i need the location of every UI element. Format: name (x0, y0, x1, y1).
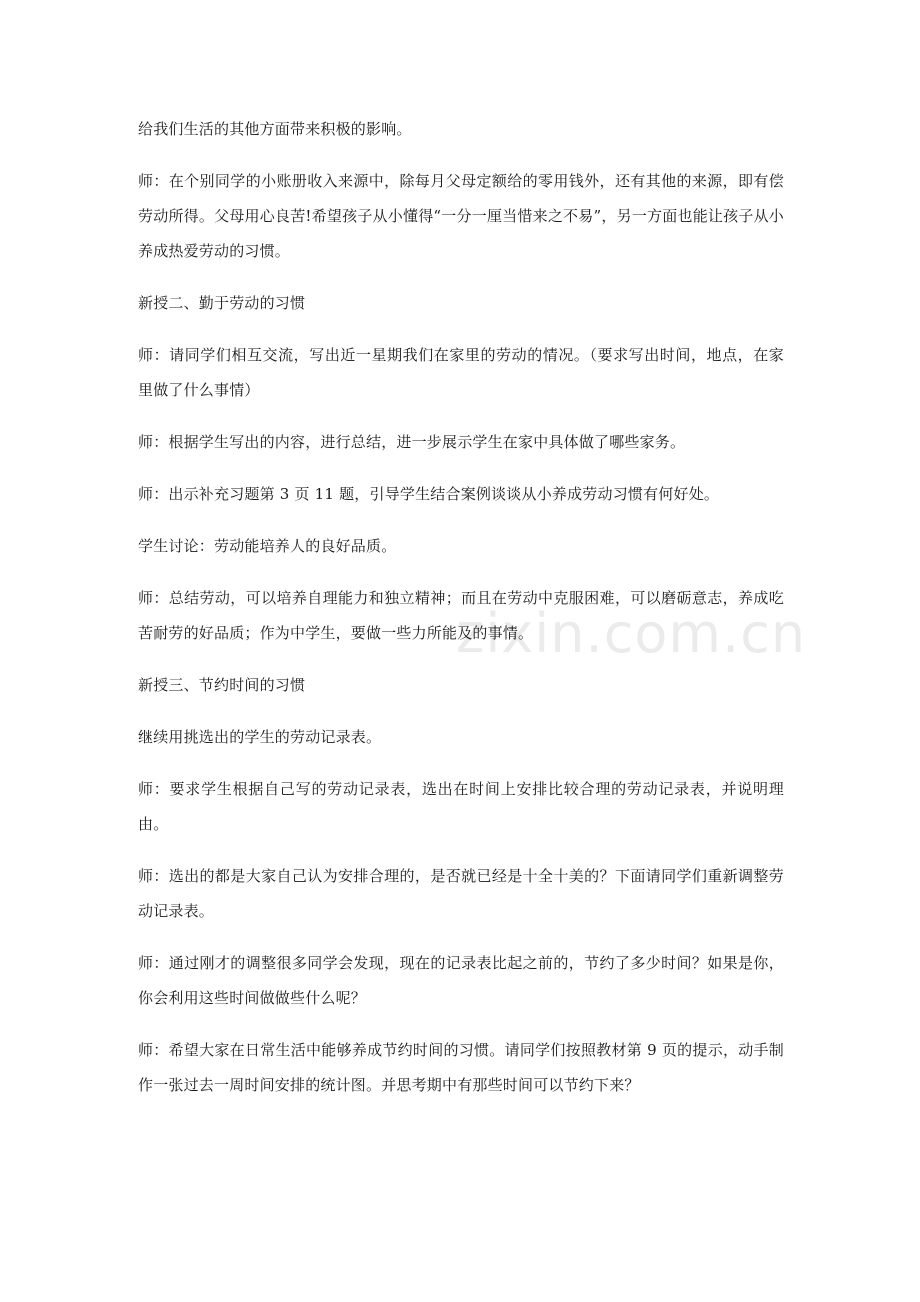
section-heading: 新授三、节约时间的习惯 (138, 676, 306, 694)
paragraph: 师：选出的都是大家自己认为安排合理的，是否就已经是十全十美的？下面请同学们重新调整劳动记录表。 (138, 867, 784, 920)
paragraph: 师：要求学生根据自己写的劳动记录表，选出在时间上安排比较合理的劳动记录表，并说明理由。 (138, 780, 784, 833)
document-body (138, 112, 784, 1120)
paragraph: 师：请同学们相互交流，写出近一星期我们在家里的劳动的情况。（要求写出时间，地点，在家里做了什么事情） (138, 346, 784, 399)
paragraph: 给我们生活的其他方面带来积极的影响。 (138, 120, 412, 138)
paragraph: 师：通过刚才的调整很多同学会发现，现在的记录表比起之前的，节约了多少时间？如果是你，你会利用这些时间做做些什么呢？ (138, 954, 784, 1007)
paragraph: 师：出示补充习题第 3 页 11 题，引导学生结合案例谈谈从小养成劳动习惯有何好处。 (138, 485, 720, 503)
paragraph: 师：希望大家在日常生活中能够养成节约时间的习惯。请同学们按照教材第 9 页的提示，动手制作一张过去一周时间安排的统计图。并思考期中有那些时间可以节约下来？ (138, 1041, 784, 1094)
paragraph: 师：在个别同学的小账册收入来源中，除每月父母定额给的零用钱外，还有其他的来源，即有偿劳动所得。父母用心良苦!希望孩子从小懂得“一分一厘当惜来之不易”，另一方面也能让孩子从小养成热爱劳动的习惯。 (138, 172, 784, 260)
paragraph: 继续用挑选出的学生的劳动记录表。 (138, 728, 382, 746)
paragraph: 师：总结劳动，可以培养自理能力和独立精神；而且在劳动中克服困难，可以磨砺意志，养成吃苦耐劳的好品质；作为中学生，要做一些力所能及的事情。 (138, 589, 784, 642)
paragraph: 学生讨论：劳动能培养人的良好品质。 (138, 537, 397, 555)
paragraph: 师：根据学生写出的内容，进行总结，进一步展示学生在家中具体做了哪些家务。 (138, 433, 686, 451)
watermark: zixin.com.cn (456, 602, 807, 665)
section-heading: 新授二、勤于劳动的习惯 (138, 294, 306, 312)
